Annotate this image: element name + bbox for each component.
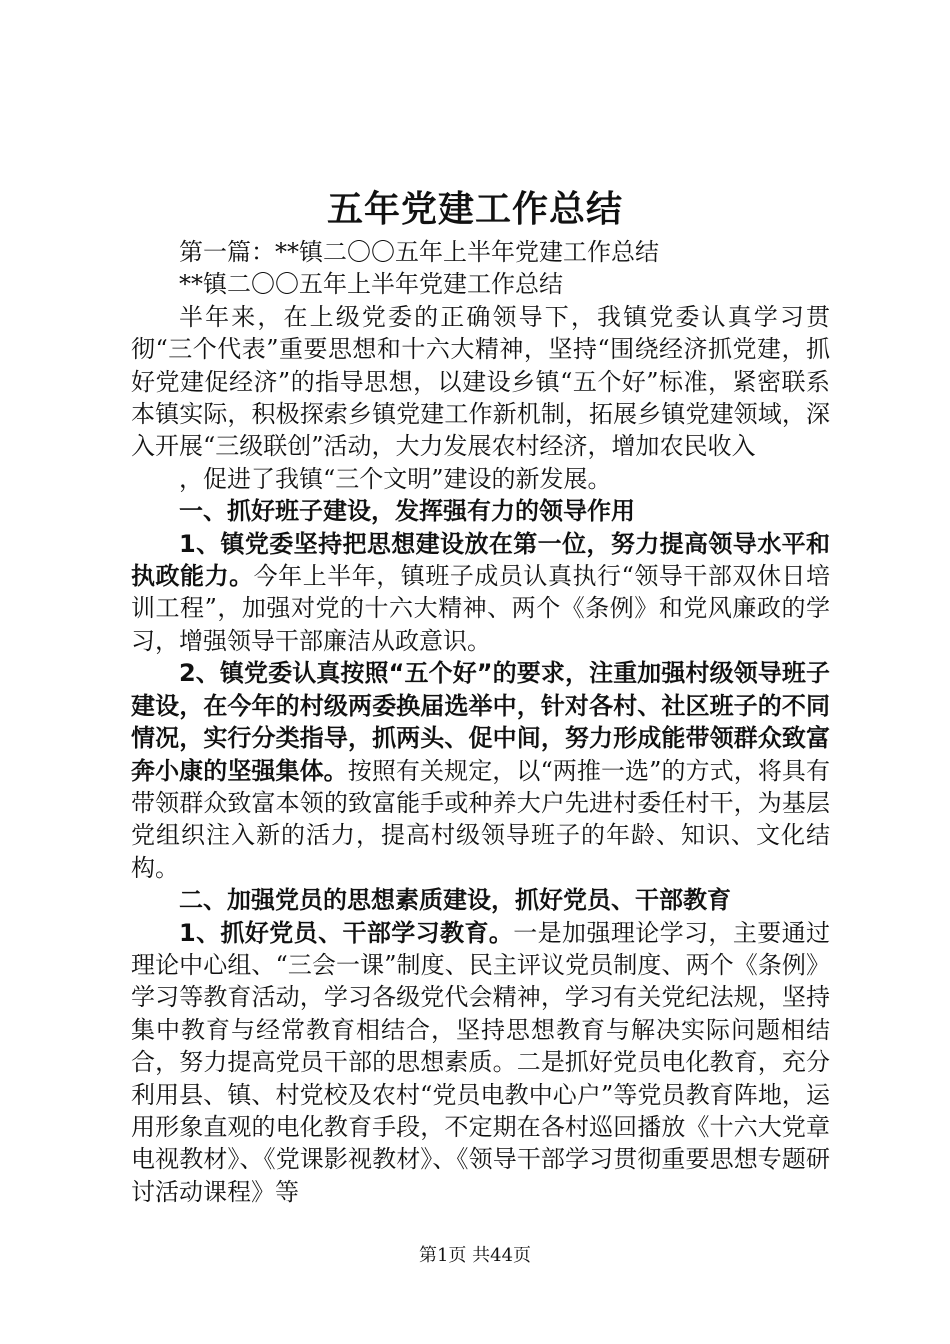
paragraph-intro: 半年来，在上级党委的正确领导下，我镇党委认真学习贯彻“三个代表”重要思想和十六大精神，坚持“围绕经济抓党建，抓好党建促经济”的指导思想，以建设乡镇“五个好”标准，紧密联系本镇实际，积极探索乡镇党建工作新机制，拓展乡镇党建领域，深入开展“三级联创”活动，大力发展农村经济，增加农民收入 [131,302,830,461]
document-title: 五年党建工作总结 [326,188,623,230]
paragraph-subtitle: **镇二〇〇五年上半年党建工作总结 [179,270,563,299]
paragraph-rest: 一是加强理论学习，主要通过理论中心组、“三会一课”制度、民主评议党员制度、两个《条例》学习等教育活动，学习各级党代会精神，学习有关党纪法规，坚持集中教育与经常教育相结合，坚持思想教育与解决实际问题相结合，努力提高党员干部的思想素质。二是抓好党员电化教育，充分利用县、镇、村党校及农村“党员电教中心户”等党员教育阵地，运用形象直观的电化教育手段，不定期在各村巡回播放《十六大党章电视教材》、《党课影视教材》、《领导干部学习贯彻重要思想专题研讨活动课程》等 [131,918,831,1206]
paragraph-intro-continued: ，促进了我镇“三个文明”建设的新发展。 [179,464,612,493]
paragraph-item-2-1 [131,917,830,1209]
paragraph-rest: 按照有关规定，以“两推一选”的方式，将具有带领群众致富本领的致富能手或种养大户先进村委任村干，为基层党组织注入新的活力，提高村级领导班子的年龄、知识、文化结构。 [131,756,830,882]
document-body [131,236,830,1208]
paragraph-chapter-heading: 第一篇：**镇二〇〇五年上半年党建工作总结 [179,238,659,266]
paragraph-lead-bold: 2、镇党委认真按照“五个好”的要求，注重加强村级领导班子建设，在今年的村级两委换届选举中，针对各村、社区班子的不同情况，实行分类指导，抓两头、促中间，努力形成能带领群众致富奔小康的坚强集体。 [131,659,830,785]
section-heading-one: 一、抓好班子建设，发挥强有力的领导作用 [179,497,635,526]
paragraph-lead-bold: 1、抓好党员、干部学习教育。 [179,918,514,947]
section-heading-two: 二、加强党员的思想素质建设，抓好党员、干部教育 [179,886,731,915]
paragraph-rest: 今年上半年，镇班子成员认真执行“领导干部双休日培训工程”，加强对党的十六大精神、两个《条例》和党风廉政的学习，增强领导干部廉洁从政意识。 [131,562,830,655]
page-number-footer: 第1页 共44页 [418,1245,532,1266]
paragraph-item-1-2 [131,657,830,884]
paragraph-item-1-1 [131,528,830,658]
paragraph-lead-bold: 1、镇党委坚持把思想建设放在第一位，努力提高领导水平和执政能力。 [131,529,830,591]
